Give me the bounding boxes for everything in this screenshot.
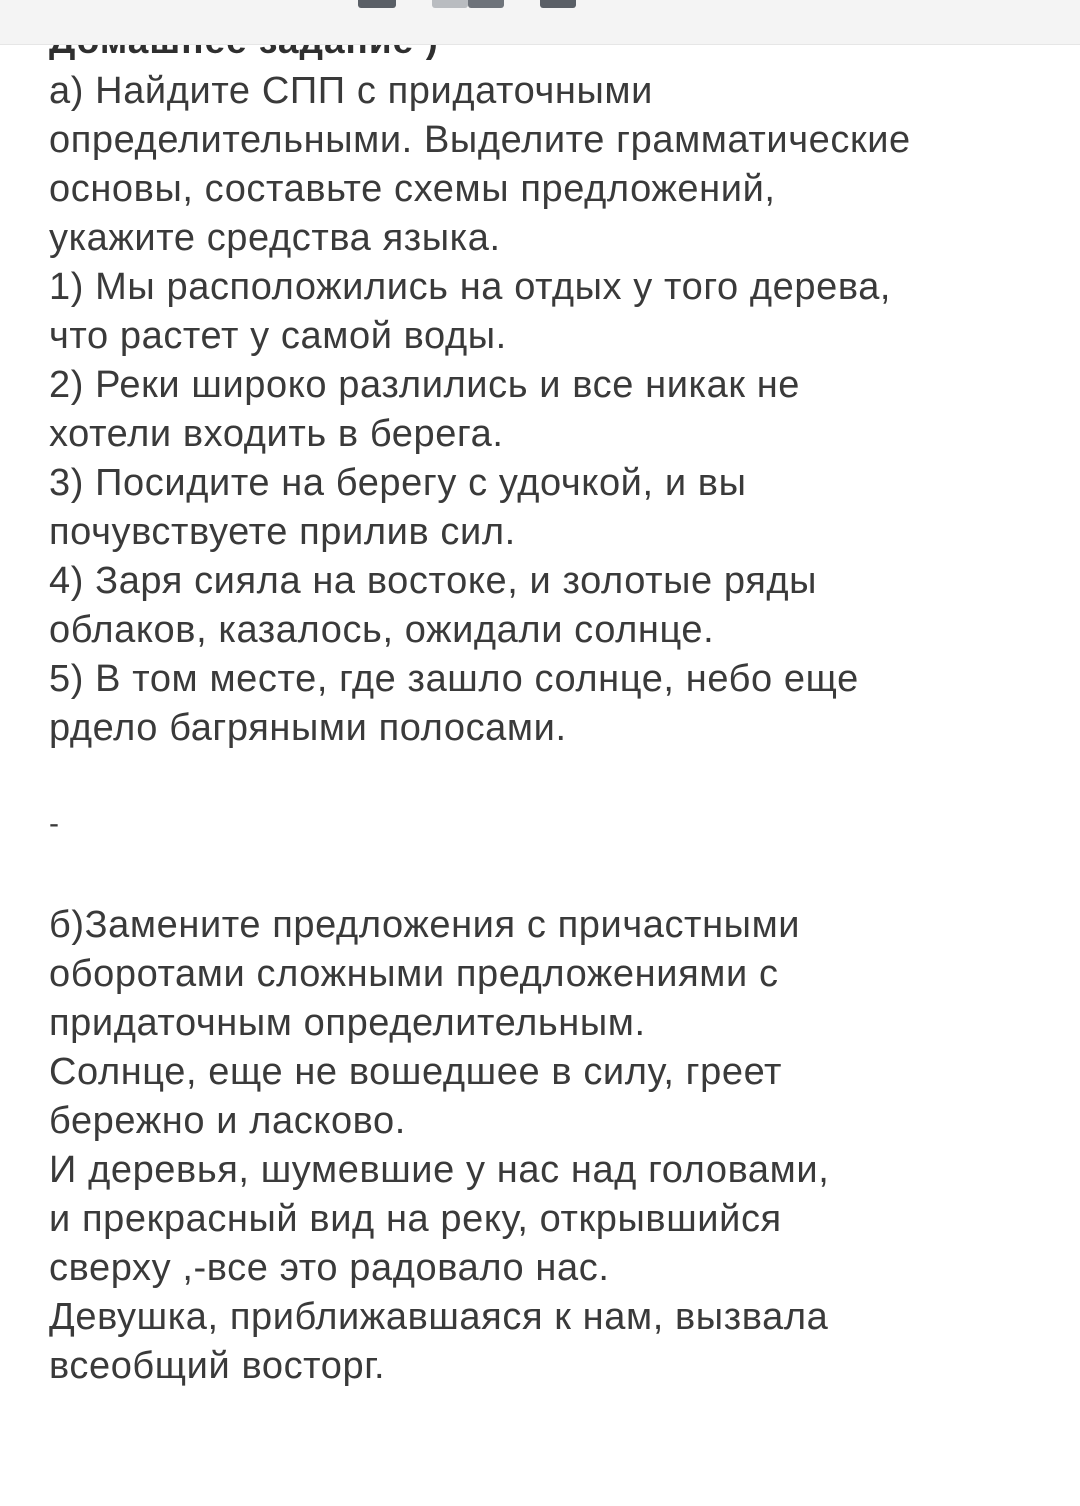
sentence-5-line-2: рдело багряными полосами. xyxy=(49,707,567,749)
task-b-sentence-3-line-2: всеобщий восторг. xyxy=(49,1345,386,1387)
sentence-1-line-1: 1) Мы расположились на отдых у того дерева, xyxy=(49,266,892,308)
task-b-sentence-1-line-2: бережно и ласково. xyxy=(49,1100,406,1142)
sentence-5-line-1: 5) В том месте, где зашло солнце, небо еще xyxy=(49,658,859,700)
task-b-line-3: придаточным определительным. xyxy=(49,1002,646,1044)
sentence-1-line-2: что растет у самой воды. xyxy=(49,315,507,357)
sentence-2-line-1: 2) Реки широко разлились и все никак не xyxy=(49,364,801,406)
tab-marker-4[interactable] xyxy=(540,0,576,8)
sentence-4-line-1: 4) Заря сияла на востоке, и золотые ряды xyxy=(49,560,818,602)
task-b-sentence-2-line-1: И деревья, шумевшие у нас над головами, xyxy=(49,1149,830,1191)
sentence-4-line-2: облаков, казалось, ожидали солнце. xyxy=(49,609,715,651)
sentence-3-line-1: 3) Посидите на берегу с удочкой, и вы xyxy=(49,462,747,504)
task-b-line-1: б)Замените предложения с причастными xyxy=(49,904,801,946)
task-b-sentence-2-line-3: сверху ,-все это радовало нас. xyxy=(49,1247,610,1289)
tab-marker-3[interactable] xyxy=(468,0,504,8)
task-b-sentence-1-line-1: Солнце, еще не вошедшее в силу, греет xyxy=(49,1051,783,1093)
top-bar xyxy=(0,0,1080,45)
sentence-2-line-2: хотели входить в берега. xyxy=(49,413,504,455)
separator-dash: - xyxy=(49,807,60,840)
task-b-line-2: оборотами сложными предложениями с xyxy=(49,953,779,995)
task-b-sentence-3-line-1: Девушка, приближавшаяся к нам, вызвала xyxy=(49,1296,829,1338)
task-a-line-1: а) Найдите СПП с придаточными xyxy=(49,70,653,112)
task-a-line-2: определительными. Выделите грамматические xyxy=(49,119,911,161)
task-b-sentence-2-line-2: и прекрасный вид на реку, открывшийся xyxy=(49,1198,782,1240)
task-a-line-4: укажите средства языка. xyxy=(49,217,501,259)
tab-marker-2[interactable] xyxy=(432,0,468,8)
tab-marker-1[interactable] xyxy=(358,0,396,8)
task-a-line-3: основы, составьте схемы предложений, xyxy=(49,168,776,210)
sentence-3-line-2: почувствуете прилив сил. xyxy=(49,511,516,553)
